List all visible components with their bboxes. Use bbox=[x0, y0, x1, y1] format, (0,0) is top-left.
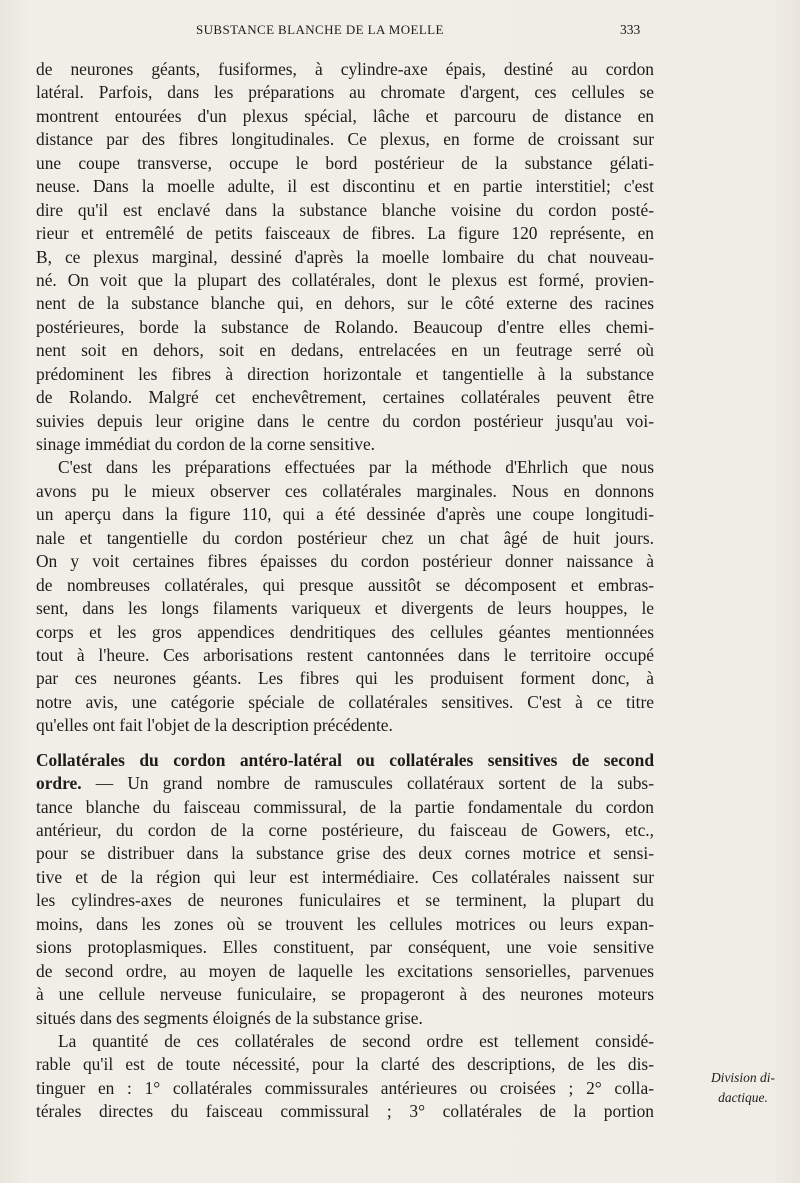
paragraph bbox=[36, 1030, 654, 1124]
text-line: qu'elles ont fait l'objet de la description précédente. bbox=[36, 715, 393, 736]
text-line: suivies depuis leur origine dans le centre du cordon postérieur jusqu'au voi- bbox=[36, 410, 654, 431]
text-line: latéral. Parfois, dans les préparations au chromate d'argent, ces cellules se bbox=[36, 82, 654, 103]
text-line: moins, dans les zones où se trouvent les cellules motrices ou leurs expan- bbox=[36, 913, 654, 934]
text-line bbox=[36, 772, 654, 795]
text-line-rest: — Un grand nombre de ramuscules collatéraux sortent de la subs- bbox=[81, 773, 654, 794]
margin-note-line: dactique. bbox=[718, 1090, 768, 1105]
text-line: nent soit en dehors, soit en dedans, entrelacées en un feutrage serré où bbox=[36, 340, 654, 361]
text-line: nent de la substance blanche qui, en dehors, sur le côté externe des racines bbox=[36, 293, 654, 314]
text-line: rable qu'il est de toute nécessité, pour la clarté des descriptions, de les dis- bbox=[36, 1054, 654, 1075]
text-line: les cylindres-axes de neurones funiculaires et se terminent, la plupart du bbox=[36, 890, 654, 911]
text-line: sent, dans les longs filaments variqueux et divergents de leurs houppes, le bbox=[36, 598, 654, 619]
body-text bbox=[36, 58, 654, 1124]
text-line: dire qu'il est enclavé dans la substance blanche voisine du cordon posté- bbox=[36, 199, 654, 220]
text-line: un aperçu dans la figure 110, qui a été dessinée d'après une coupe longitudi- bbox=[36, 504, 654, 525]
text-line: prédominent les fibres à direction horizontale et tangentielle à la substance bbox=[36, 363, 654, 384]
text-line: antérieur, du cordon de la corne postérieure, du faisceau de Gowers, etc., bbox=[36, 820, 654, 840]
paragraph bbox=[36, 749, 654, 1030]
text-line: à une cellule nerveuse funiculaire, se propageront à des neurones moteurs bbox=[36, 984, 654, 1005]
text-line: distance par des fibres longitudinales. Ce plexus, en forme de croissant sur bbox=[36, 129, 654, 150]
text-line: nale et tangentielle du cordon postérieur chez un chat âgé de huit jours. bbox=[36, 527, 654, 548]
text-line: On y voit certaines fibres épaisses du cordon postérieur donner naissance à bbox=[36, 551, 654, 572]
text-line: sinage immédiat du cordon de la corne sensitive. bbox=[36, 434, 376, 454]
text-line: avons pu le mieux observer ces collatérales marginales. Nous en donnons bbox=[36, 480, 654, 501]
text-line: de neurones géants, fusiformes, à cylindre-axe épais, destiné au cordon bbox=[36, 59, 654, 79]
text-line: de second ordre, au moyen de laquelle les excitations sensorielles, parvenues bbox=[36, 960, 654, 981]
section-heading: Collatérales du cordon antéro-latéral ou collatérales sensitives de second bbox=[36, 749, 654, 770]
text-line: C'est dans les préparations effectuées par la méthode d'Ehrlich que nous bbox=[58, 457, 654, 478]
paragraph bbox=[36, 58, 654, 456]
section-heading-end: ordre. bbox=[36, 773, 82, 794]
text-line: de nombreuses collatérales, qui presque aussitôt se décomposent et embras- bbox=[36, 574, 654, 595]
text-line: tout à l'heure. Ces arborisations restent cantonnées dans le territoire occupé bbox=[36, 644, 654, 665]
text-line: né. On voit que la plupart des collatérales, dont le plexus est formé, provien- bbox=[36, 269, 654, 290]
text-line: La quantité de ces collatérales de second ordre est tellement considé- bbox=[58, 1030, 654, 1051]
text-line: pour se distribuer dans la substance grise des deux cornes motrice et sensi- bbox=[36, 843, 654, 864]
section-spacer bbox=[36, 738, 654, 749]
page-header bbox=[0, 22, 800, 46]
text-line: rieur et entremêlé de petits faisceaux de fibres. La figure 120 représente, en bbox=[36, 223, 654, 244]
text-line: situés dans des segments éloignés de la substance grise. bbox=[36, 1007, 423, 1028]
text-line: tive et de la région qui leur est intermédiaire. Ces collatérales naissent sur bbox=[36, 866, 654, 887]
paragraph bbox=[36, 456, 654, 737]
text-line: tance blanche du faisceau commissural, de la partie fondamentale du cordon bbox=[36, 796, 654, 817]
text-line: de Rolando. Malgré cet enchevêtrement, certaines collatérales peuvent être bbox=[36, 387, 654, 408]
text-line: B, ce plexus marginal, dessiné d'après la moelle lombaire du chat nouveau- bbox=[36, 246, 654, 267]
text-line: une coupe transverse, occupe le bord postérieur de la substance gélati- bbox=[36, 152, 654, 173]
running-title: SUBSTANCE BLANCHE DE LA MOELLE bbox=[196, 22, 444, 37]
margin-note-line: Division di- bbox=[710, 1070, 776, 1085]
page-number: 333 bbox=[620, 22, 641, 37]
text-line: notre avis, une catégorie spéciale de collatérales sensitives. C'est à ce titre bbox=[36, 691, 654, 712]
text-line: neuse. Dans la moelle adulte, il est discontinu et en partie interstitiel; c'est bbox=[36, 176, 654, 197]
text-line: montrent entourées d'un plexus spécial, lâche et parcouru de distance en bbox=[36, 105, 654, 126]
text-line: postérieures, borde la substance de Rolando. Beaucoup d'entre elles chemi- bbox=[36, 316, 654, 337]
text-line: corps et les gros appendices dendritiques des cellules géantes mentionnées bbox=[36, 621, 654, 642]
text-line: térales directes du faisceau commissural ; 3° collatérales de la portion bbox=[36, 1101, 654, 1122]
margin-note bbox=[693, 1068, 793, 1108]
text-line: sions protoplasmiques. Elles constituent, par conséquent, une voie sensitive bbox=[36, 937, 654, 958]
text-line: par ces neurones géants. Les fibres qui les produisent forment donc, à bbox=[36, 668, 654, 689]
text-line: tinguer en : 1° collatérales commissurales antérieures ou croisées ; 2° colla- bbox=[36, 1077, 654, 1098]
